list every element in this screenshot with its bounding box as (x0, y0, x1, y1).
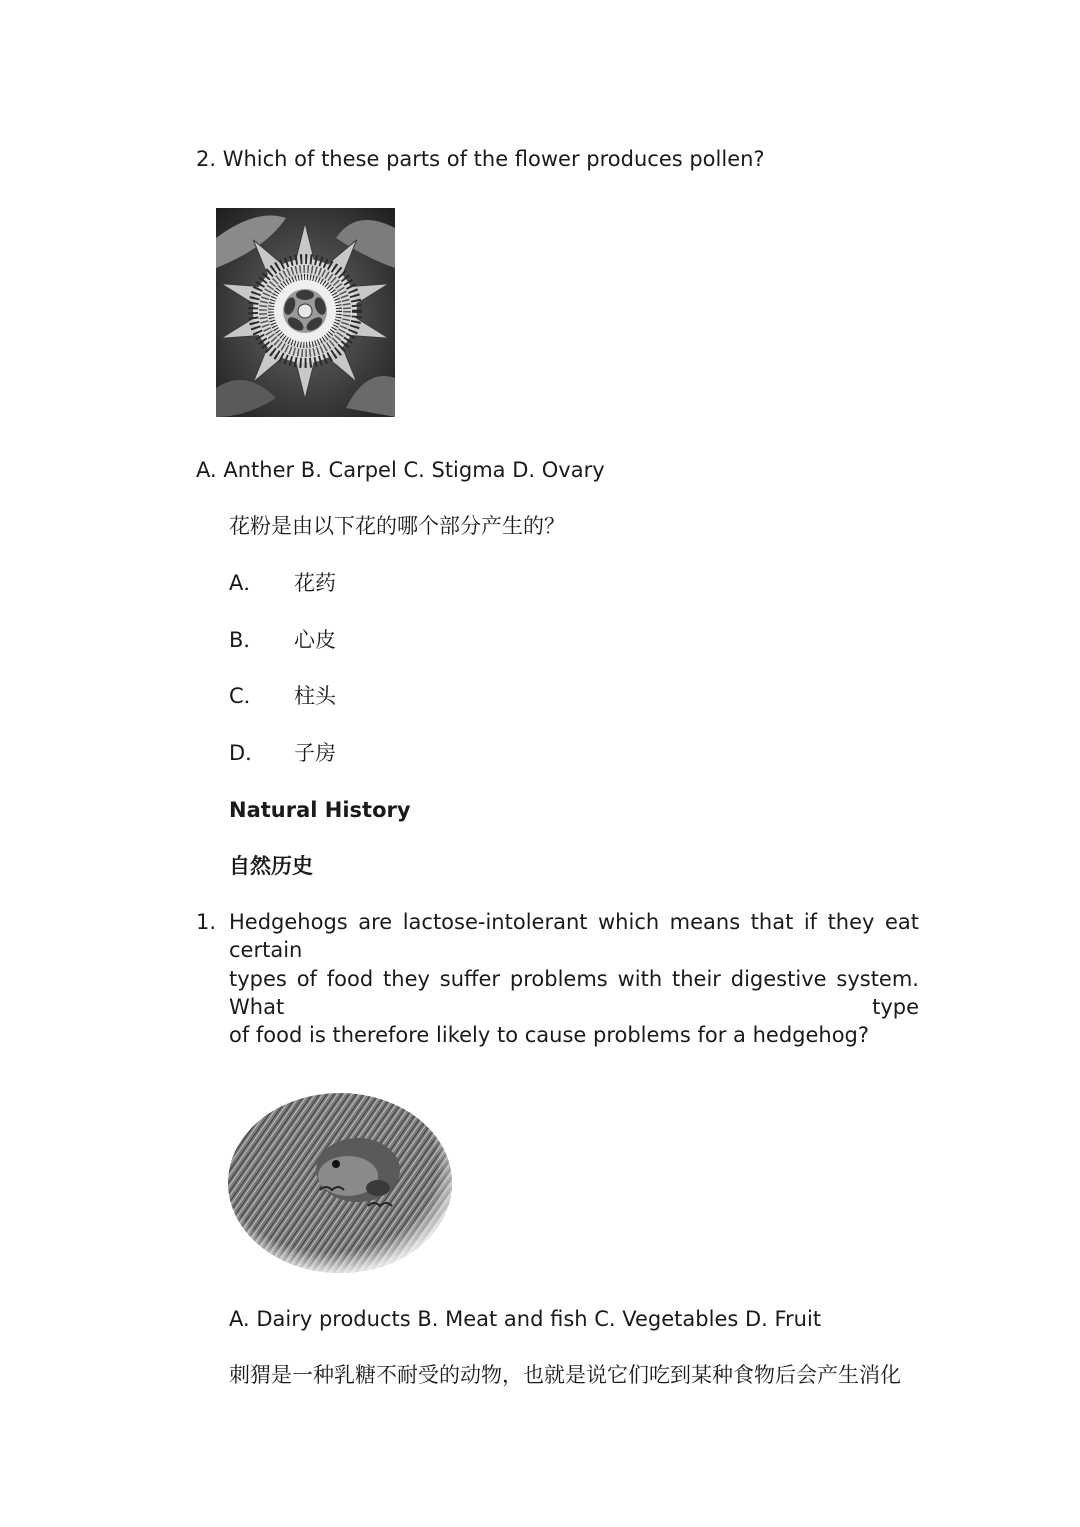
question-1-number: 1. (196, 910, 217, 934)
question-1-zh-line-1: 刺猬是一种乳糖不耐受的动物，也就是说它们吃到某种食物后会产生消化 (229, 1363, 901, 1387)
option-text: 子房 (294, 741, 336, 765)
question-1-line-2: types of food they suffer problems with their digestive system. What type (229, 967, 919, 1019)
option-text: 柱头 (294, 684, 336, 708)
flower-photo (216, 208, 395, 417)
question-1-line-1: Hedgehogs are lactose-intolerant which means that if they eat certain (229, 910, 919, 962)
question-2-prompt: 2. Which of these parts of the flower produces pollen? (196, 147, 765, 171)
option-letter: D． (229, 741, 267, 765)
question-2-options-en: A. Anther B. Carpel C. Stigma D. Ovary (196, 458, 605, 482)
section-title-zh: 自然历史 (229, 854, 313, 878)
question-1-line-3: of food is therefore likely to cause problems for a hedgehog? (229, 1023, 870, 1047)
option-letter: A． (229, 571, 265, 595)
question-2-prompt-zh: 花粉是由以下花的哪个部分产生的？ (229, 514, 565, 538)
question-1-options-en: A. Dairy products B. Meat and fish C. Vegetables D. Fruit (229, 1307, 822, 1331)
option-letter: C． (229, 684, 265, 708)
option-text: 心皮 (294, 628, 336, 652)
hedgehog-photo (228, 1078, 458, 1278)
option-letter: B． (229, 628, 265, 652)
option-text: 花药 (294, 571, 336, 595)
section-title-en: Natural History (229, 798, 411, 822)
